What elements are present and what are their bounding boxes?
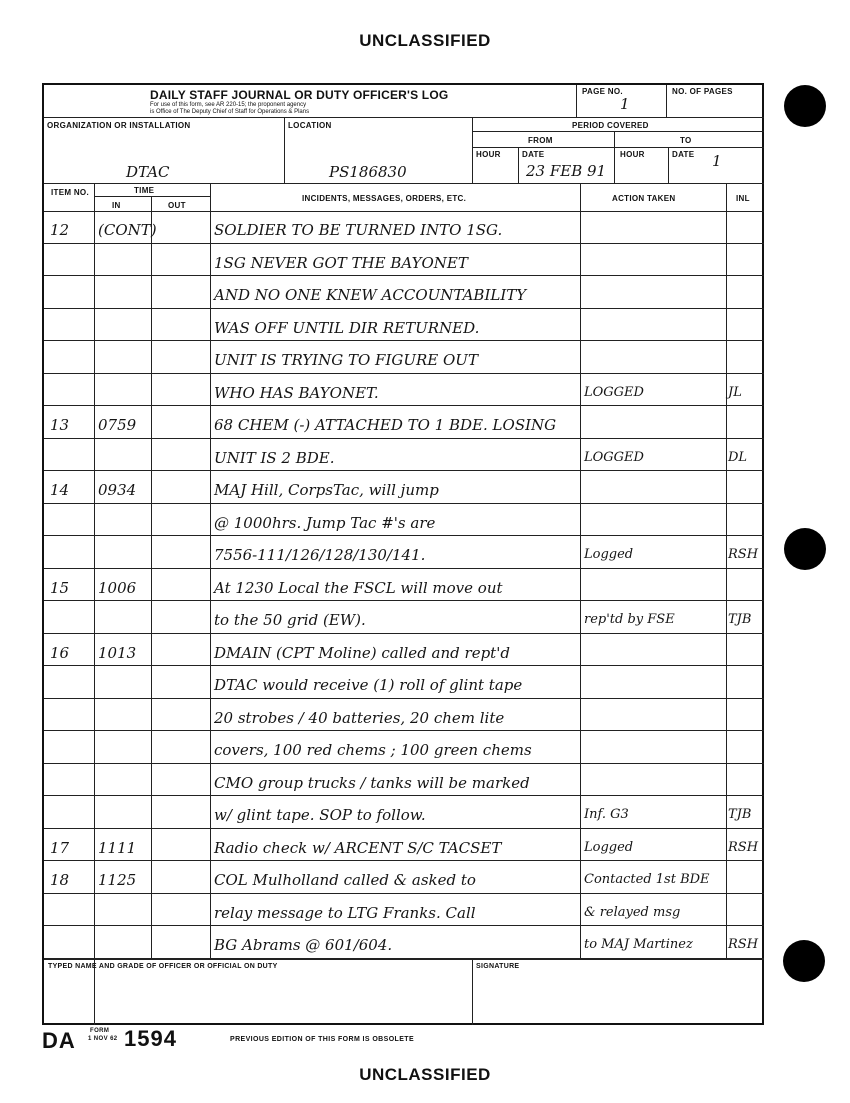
to-hour-label: HOUR [620, 150, 645, 159]
row-initials [728, 504, 764, 537]
table-row [44, 309, 764, 342]
row-action-taken [584, 699, 724, 732]
row-time-in: 1111 [98, 838, 137, 857]
row-time-in [98, 374, 150, 407]
col-time: TIME [134, 186, 155, 195]
table-row [44, 699, 764, 732]
row-action-taken: LOGGED [584, 384, 644, 400]
row-time-in: 0759 [98, 416, 137, 435]
row-incident-text: At 1230 Local the FSCL will move out [214, 578, 503, 597]
row-initials [728, 861, 764, 894]
staff-journal-form [42, 83, 764, 1025]
row-initials: JL [728, 384, 742, 400]
row-item-no [50, 439, 92, 472]
row-action-taken: Logged [584, 839, 634, 855]
row-action-taken [584, 276, 724, 309]
signature-label: SIGNATURE [476, 963, 520, 970]
row-action-taken [584, 764, 724, 797]
row-incident-text: WAS OFF UNTIL DIR RETURNED. [214, 318, 480, 337]
table-row [44, 666, 764, 699]
table-row [44, 471, 764, 504]
row-action-taken [584, 504, 724, 537]
row-initials [728, 699, 764, 732]
table-row [44, 796, 764, 829]
punch-hole-middle [784, 528, 826, 570]
table-row [44, 439, 764, 472]
log-rows [44, 211, 764, 959]
row-action-taken [584, 406, 724, 439]
row-incident-text: w/ glint tape. SOP to follow. [214, 806, 426, 825]
row-time-in [98, 764, 150, 797]
row-incident-text: 1SG NEVER GOT THE BAYONET [214, 253, 468, 272]
form-subtitle-2: is Office of The Deputy Chief of Staff for Operations & Plans [150, 109, 310, 115]
row-time-in [98, 796, 150, 829]
row-time-in [98, 894, 150, 927]
col-item-no: ITEM NO. [51, 188, 89, 197]
form-title: DAILY STAFF JOURNAL OR DUTY OFFICER'S LOG [150, 88, 449, 102]
col-out: OUT [168, 201, 186, 210]
row-item-no [50, 536, 92, 569]
row-initials [728, 471, 764, 504]
row-incident-text: AND NO ONE KNEW ACCOUNTABILITY [214, 286, 527, 305]
row-incident-text: Radio check w/ ARCENT S/C TACSET [214, 838, 502, 857]
row-item-no [50, 764, 92, 797]
row-time-in [98, 731, 150, 764]
row-action-taken: & relayed msg [584, 904, 681, 920]
table-row [44, 926, 764, 959]
row-time-in [98, 309, 150, 342]
row-action-taken [584, 666, 724, 699]
table-row [44, 569, 764, 602]
col-in: IN [112, 201, 121, 210]
row-initials [728, 764, 764, 797]
row-item-no [50, 926, 92, 959]
table-row [44, 374, 764, 407]
row-incident-text: to the 50 grid (EW). [214, 611, 366, 630]
row-initials: DL [728, 449, 748, 465]
row-item-no: 12 [50, 221, 70, 239]
row-incident-text: 20 strobes / 40 batteries, 20 chem lite [214, 708, 505, 727]
row-incident-text: 68 CHEM (-) ATTACHED TO 1 BDE. LOSING [214, 416, 557, 435]
punch-hole-top [784, 85, 826, 127]
row-item-no: 16 [50, 643, 70, 662]
org-label: ORGANIZATION OR INSTALLATION [47, 121, 191, 130]
col-incidents: INCIDENTS, MESSAGES, ORDERS, ETC. [302, 194, 467, 203]
row-time-in: 1125 [98, 871, 137, 890]
row-item-no [50, 894, 92, 927]
row-item-no: 14 [50, 481, 70, 500]
form-subtitle-1: For use of this form, see AR 220-15; the proponent agency [150, 102, 307, 108]
row-incident-text: UNIT IS TRYING TO FIGURE OUT [214, 351, 478, 370]
row-incident-text: MAJ Hill, CorpsTac, will jump [214, 481, 439, 500]
row-time-in [98, 504, 150, 537]
footer-form-date: 1 NOV 62 [88, 1036, 118, 1042]
row-item-no: 17 [50, 838, 70, 857]
row-action-taken [584, 569, 724, 602]
row-item-no [50, 341, 92, 374]
row-item-no [50, 731, 92, 764]
table-row [44, 601, 764, 634]
table-row [44, 731, 764, 764]
row-action-taken: Inf. G3 [584, 807, 629, 823]
classification-top: UNCLASSIFIED [359, 31, 491, 50]
row-incident-text: SOLDIER TO BE TURNED INTO 1SG. [214, 221, 503, 239]
row-initials [728, 244, 764, 277]
table-row [44, 341, 764, 374]
row-item-no [50, 699, 92, 732]
row-incident-text: DTAC would receive (1) roll of glint tape [214, 676, 523, 695]
row-time-in [98, 439, 150, 472]
row-initials [728, 569, 764, 602]
from-hour-label: HOUR [476, 150, 501, 159]
row-item-no [50, 276, 92, 309]
row-action-taken: rep'td by FSE [584, 612, 675, 628]
row-initials: RSH [728, 547, 759, 563]
table-row [44, 829, 764, 862]
row-action-taken: to MAJ Martinez [584, 937, 693, 953]
row-incident-text: relay message to LTG Franks. Call [214, 903, 476, 922]
row-initials [728, 341, 764, 374]
table-row [44, 504, 764, 537]
row-item-no [50, 601, 92, 634]
row-time-in [98, 276, 150, 309]
row-action-taken [584, 341, 724, 374]
row-incident-text: WHO HAS BAYONET. [214, 383, 379, 402]
page-no-value: 1 [620, 95, 630, 113]
row-time-in [98, 601, 150, 634]
location-value: PS186830 [329, 163, 407, 181]
row-initials [728, 276, 764, 309]
row-incident-text: CMO group trucks / tanks will be marked [214, 773, 530, 792]
footer-previous-edition: PREVIOUS EDITION OF THIS FORM IS OBSOLETE [230, 1036, 415, 1043]
row-incident-text: 7556-111/126/128/130/141. [214, 546, 426, 565]
row-incident-text: DMAIN (CPT Moline) called and rept'd [214, 643, 510, 662]
to-date-value: 1 [712, 152, 722, 170]
row-action-taken [584, 731, 724, 764]
row-time-in: 0934 [98, 481, 137, 500]
row-time-in [98, 536, 150, 569]
row-item-no [50, 374, 92, 407]
table-row [44, 861, 764, 894]
row-initials [728, 731, 764, 764]
row-action-taken [584, 244, 724, 277]
row-action-taken [584, 211, 724, 244]
row-initials: RSH [728, 839, 759, 855]
footer-da: DA [42, 1028, 76, 1053]
table-row [44, 244, 764, 277]
footer-form-number: 1594 [124, 1026, 177, 1051]
row-time-in: (CONT) [98, 221, 157, 239]
row-time-in [98, 341, 150, 374]
from-date-label: DATE [522, 150, 545, 159]
row-incident-text: UNIT IS 2 BDE. [214, 448, 335, 467]
row-initials [728, 406, 764, 439]
row-item-no [50, 666, 92, 699]
table-row [44, 406, 764, 439]
to-date-label: DATE [672, 150, 695, 159]
row-item-no [50, 309, 92, 342]
punch-hole-bottom [783, 940, 825, 982]
row-action-taken: LOGGED [584, 449, 644, 465]
from-date-value: 23 FEB 91 [526, 162, 607, 180]
location-label: LOCATION [288, 121, 332, 130]
row-action-taken [584, 471, 724, 504]
row-action-taken [584, 634, 724, 667]
row-initials [728, 894, 764, 927]
row-initials [728, 634, 764, 667]
table-row [44, 634, 764, 667]
row-time-in [98, 926, 150, 959]
classification-bottom: UNCLASSIFIED [359, 1065, 491, 1084]
row-initials: TJB [728, 612, 752, 628]
to-label: TO [680, 136, 692, 145]
from-label: FROM [528, 136, 553, 145]
row-incident-text: BG Abrams @ 601/604. [214, 936, 393, 955]
org-value: DTAC [126, 163, 170, 181]
row-time-in: 1006 [98, 578, 137, 597]
row-item-no: 15 [50, 578, 70, 597]
footer-form-word: FORM [90, 1028, 110, 1034]
row-initials [728, 211, 764, 244]
row-initials [728, 666, 764, 699]
row-item-no [50, 504, 92, 537]
row-time-in [98, 699, 150, 732]
row-action-taken [584, 309, 724, 342]
table-row [44, 764, 764, 797]
row-time-in: 1013 [98, 643, 137, 662]
row-initials: TJB [728, 807, 752, 823]
row-item-no: 13 [50, 416, 70, 435]
row-action-taken: Contacted 1st BDE [584, 872, 710, 888]
row-item-no [50, 244, 92, 277]
row-incident-text: COL Mulholland called & asked to [214, 871, 476, 890]
col-action: ACTION TAKEN [612, 194, 676, 203]
row-initials: RSH [728, 937, 759, 953]
typed-name-label: TYPED NAME AND GRADE OF OFFICER OR OFFICIAL ON DUTY [48, 963, 278, 970]
no-of-pages-label: NO. OF PAGES [672, 87, 733, 96]
row-time-in [98, 666, 150, 699]
row-time-in [98, 244, 150, 277]
row-action-taken: Logged [584, 547, 634, 563]
period-covered-label: PERIOD COVERED [572, 121, 649, 130]
table-row [44, 276, 764, 309]
page-no-label: PAGE NO. [582, 87, 623, 96]
table-row [44, 211, 764, 244]
col-inl: INL [736, 194, 750, 203]
table-row [44, 536, 764, 569]
row-item-no: 18 [50, 871, 70, 890]
row-incident-text: covers, 100 red chems ; 100 green chems [214, 741, 532, 760]
row-incident-text: @ 1000hrs. Jump Tac #'s are [214, 513, 436, 532]
table-row [44, 894, 764, 927]
row-initials [728, 309, 764, 342]
row-item-no [50, 796, 92, 829]
